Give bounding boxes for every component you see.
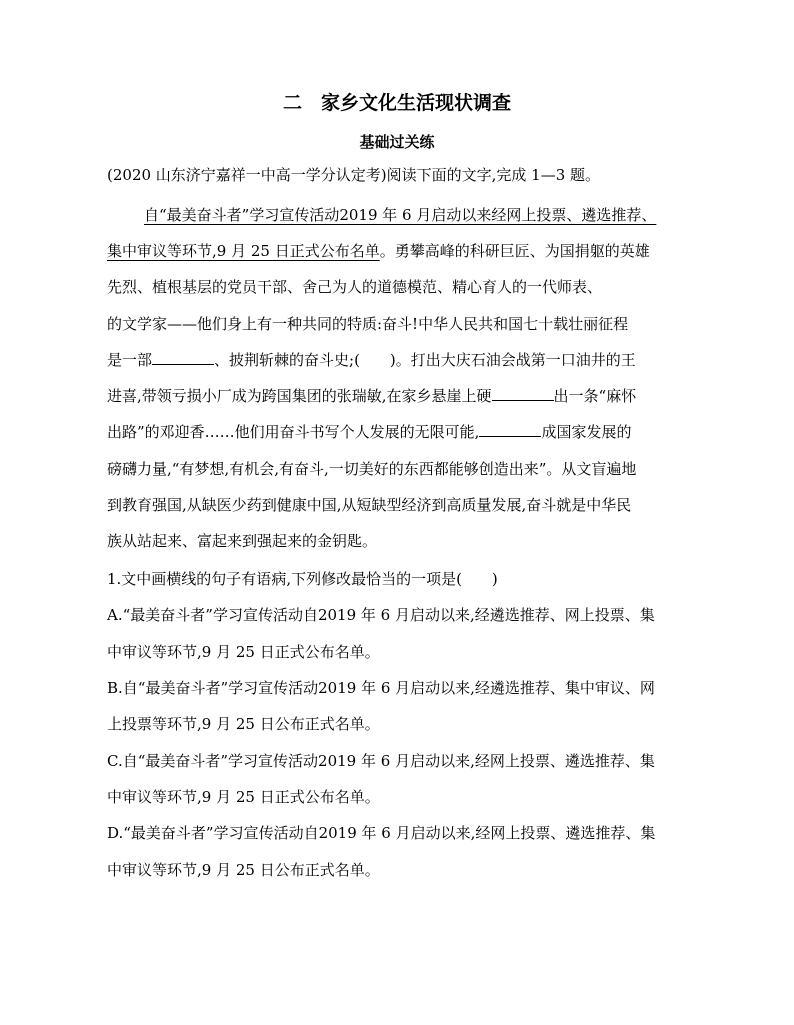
passage-line-8: 磅礴力量,“有梦想,有机会,有奋斗,一切美好的东西都能够创造出来”。从文盲遍地 [107, 460, 637, 478]
option-c-line-1: C.自“最美奋斗者”学习宣传活动2019 年 6 月启动以来,经网上投票、遴选推荐、集 [107, 752, 655, 770]
option-a-line-1: A.“最美奋斗者”学习宣传活动自2019 年 6 月启动以来,经遴选推荐、网上投票、集 [107, 606, 655, 624]
option-a-line-2: 中审议等环节,9 月 25 日正式公布名单。 [107, 643, 380, 661]
passage-line-1 [144, 204, 726, 225]
passage-line-2 [107, 240, 689, 261]
section-subtitle: 基础过关练 [359, 133, 435, 151]
passage-text: 成国家发展的 [541, 423, 632, 441]
passage-text: 是一部 [107, 351, 153, 369]
passage-text: 。勇攀高峰的科研巨匠、为国捐躯的英雄 [379, 242, 650, 260]
option-b-line-1: B.自“最美奋斗者”学习宣传活动2019 年 6 月启动以来,经遴选推荐、集中审议、网 [107, 679, 655, 697]
passage-line-7 [107, 421, 689, 442]
fill-blank [152, 350, 214, 365]
passage-line-9: 到教育强国,从缺医少药到健康中国,从短缺型经济到高质量发展,奋斗就是中华民 [107, 496, 632, 514]
passage-text: 、披荆斩棘的奋斗史;( )。打出大庆石油会战第一口油井的王 [214, 351, 636, 369]
underlined-sentence-part-2: 集中审议等环节,9 月 25 日正式公布名单 [107, 242, 380, 260]
underlined-sentence-part-1: 自“最美奋斗者”学习宣传活动2019 年 6 月启动以来经网上投票、遴选推荐、 [144, 206, 657, 224]
passage-line-10: 族从站起来、富起来到强起来的金钥匙。 [107, 532, 378, 550]
passage-text: 出一条“麻怀 [553, 387, 637, 405]
passage-line-6 [107, 385, 689, 406]
passage-line-4: 的文学家——他们身上有一种共同的特质:奋斗!中华人民共和国七十载壮丽征程 [107, 315, 629, 333]
question-stem: 1.文中画横线的句子有语病,下列修改最恰当的一项是( ) [107, 570, 498, 588]
passage-text: 进喜,带领亏损小厂成为跨国集团的张瑞敏,在家乡悬崖上硬 [107, 387, 492, 405]
option-d-line-1: D.“最美奋斗者”学习宣传活动自2019 年 6 月启动以来,经网上投票、遴选推荐、集 [107, 824, 656, 842]
option-c-line-2: 中审议等环节,9 月 25 日正式公布名单。 [107, 788, 380, 806]
option-d-line-2: 中审议等环节,9 月 25 日公布正式名单。 [107, 861, 380, 879]
page-title: 二 家乡文化生活现状调查 [282, 92, 511, 114]
passage-line-3: 先烈、植根基层的党员干部、舍己为人的道德模范、精心育人的一代师表、 [107, 278, 603, 296]
fill-blank [492, 386, 554, 401]
question-source: (2020 山东济宁嘉祥一中高一学分认定考)阅读下面的文字,完成 1—3 题。 [107, 166, 601, 184]
option-b-line-2: 上投票等环节,9 月 25 日公布正式名单。 [107, 715, 380, 733]
passage-text: 出路”的邓迎香……他们用奋斗书写个人发展的无限可能, [107, 423, 480, 441]
fill-blank [479, 422, 541, 437]
passage-line-5 [107, 349, 689, 370]
